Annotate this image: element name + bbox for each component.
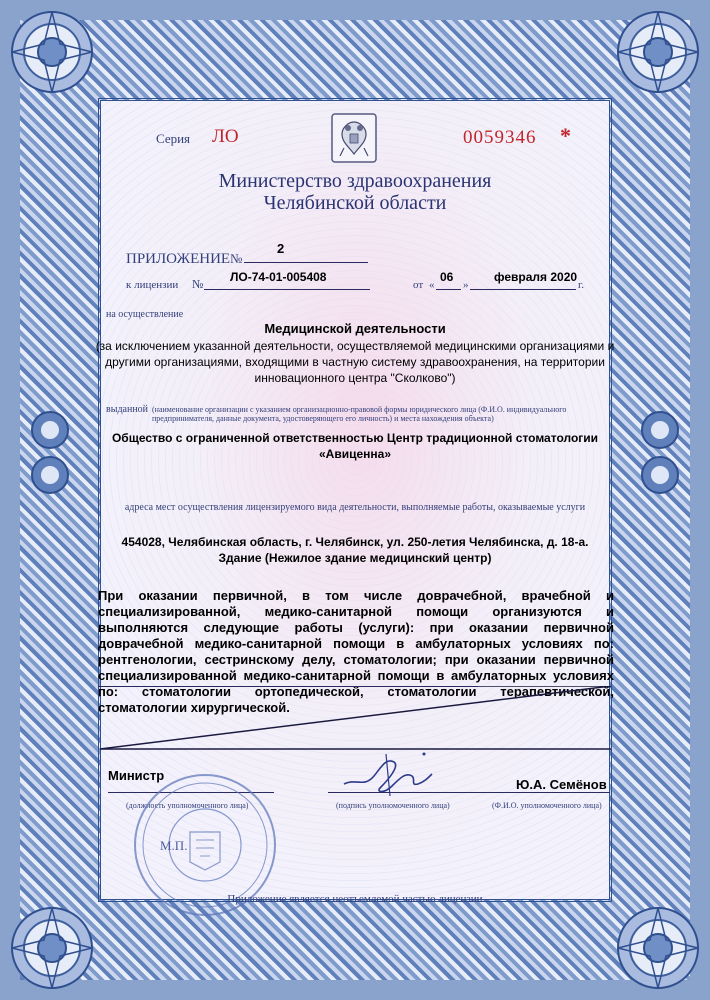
blank-space-crossout (96, 686, 616, 752)
date-quote-close: » (463, 279, 469, 291)
name-underline (478, 792, 610, 793)
year-suffix: г. (578, 279, 585, 291)
address-block (96, 534, 614, 566)
appendix-number-sign: № (230, 251, 243, 266)
address-label: адреса мест осуществления лицензируемого вида деятельности, выполняемые работы, оказываемые услуги (124, 502, 586, 513)
signature-underline (328, 792, 480, 793)
address-line-1: 454028, Челябинская область, г. Челябинск, ул. 250-летия Челябинска, д. 18-а. (121, 535, 589, 549)
corner-ornament-bottom-right-icon (610, 900, 706, 996)
signatory-name: Ю.А. Семёнов (516, 777, 607, 792)
signatory-position: Министр (108, 768, 165, 783)
signature-note: (подпись уполномоченного лица) (336, 801, 450, 810)
ministry-line-2: Челябинской области (263, 192, 447, 214)
corner-ornament-top-left-icon (4, 4, 100, 100)
side-medallion-left-icon (30, 410, 70, 450)
license-number-underline (204, 289, 370, 290)
license-number-sign: № (192, 277, 204, 291)
activity-title: Медицинской деятельности (264, 321, 446, 336)
organization-name-line-2: «Авиценна» (319, 447, 391, 461)
month-underline (470, 289, 576, 290)
issued-label: выданной (106, 404, 149, 415)
footer-note: Приложение является неотъемлемой частью лицензии (227, 893, 483, 905)
license-day: 06 (440, 270, 454, 284)
series-code: ЛО (212, 126, 239, 147)
issued-note: (наименование организации с указанием организационно-правовой формы юридического лица (Ф.И.О. индивидуального предпринимателя, данные документа, удостоверяющего его личность) и места нахождения объекта) (152, 405, 567, 423)
license-month-year: февраля 2020 (494, 270, 578, 284)
license-form-number: 0059346 (463, 127, 537, 148)
ministry-line-1: Министерство здравоохранения (218, 170, 492, 192)
series-label: Серия (156, 131, 191, 146)
side-medallion-left-2-icon (30, 455, 70, 495)
address-line-2: Здание (Нежилое здание медицинский центр) (218, 551, 492, 565)
coat-of-arms-icon (330, 112, 378, 164)
date-quote-open: « (429, 279, 435, 291)
organization-name-line-1: Общество с ограниченной ответственностью Центр традиционной стоматологии (111, 431, 599, 445)
date-from-label: от (413, 279, 424, 291)
corner-ornament-top-right-icon (610, 4, 706, 100)
appendix-label: ПРИЛОЖЕНИЕ (126, 251, 231, 267)
name-note: (Ф.И.О. уполномоченного лица) (492, 801, 602, 810)
seal-place-label: М.П. (160, 838, 188, 853)
activity-label: на осуществление (106, 309, 184, 320)
appendix-number: 2 (277, 241, 285, 256)
corner-ornament-bottom-left-icon (4, 900, 100, 996)
organization-name (96, 430, 614, 462)
services-text: При оказании первичной, в том числе доврачебной, врачебной и специализированной, медико-санитарной помощи организуются и выполняются следующие работы (услуги): при оказании первичной доврачебной медико-санитарной помощи в амбулаторных условиях по: рентгенологии, сестринскому делу, стоматологии; при оказании первичной специализированной медико-санитарной помощи в амбулаторных условиях по: стоматологии ортопедической, стоматологии терапевтической, стоматологии хирургической. (98, 588, 614, 715)
side-medallion-right-icon (640, 410, 680, 450)
position-note: (должность уполномоченного лица) (126, 801, 249, 810)
license-number: ЛО-74-01-005408 (230, 270, 327, 284)
day-underline (436, 289, 461, 290)
side-medallion-right-2-icon (640, 455, 680, 495)
appendix-number-underline (244, 262, 368, 263)
asterisk-mark: * (560, 123, 571, 148)
ministry-name (150, 170, 560, 214)
license-label: к лицензии (126, 279, 179, 291)
activity-description: (за исключением указанной деятельности, осуществляемой медицинскими организациями и другими организациями, входящими в частную систему здравоохранения, на территории инновационного центра "Сколково") (95, 339, 615, 385)
